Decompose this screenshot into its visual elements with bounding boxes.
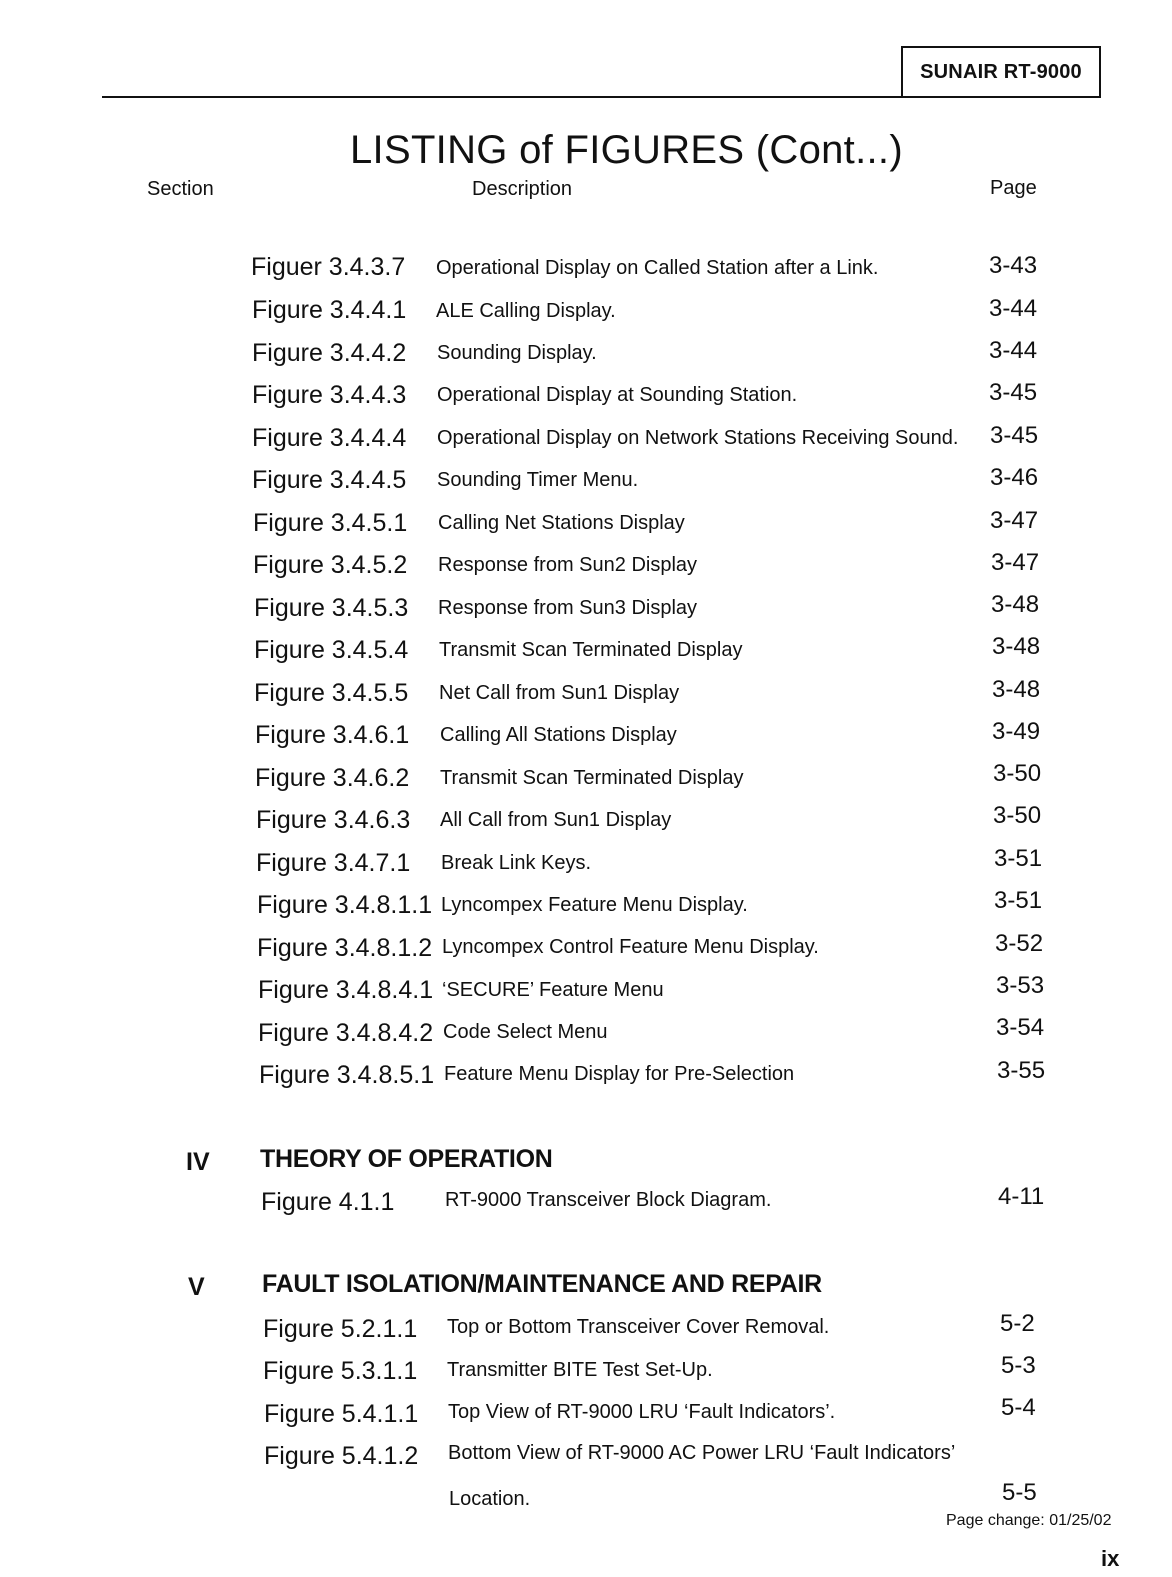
section-title: THEORY OF OPERATION [260, 1145, 553, 1173]
figure-description: All Call from Sun1 Display [440, 809, 672, 831]
figure-number: Figure 3.4.4.3 [252, 381, 407, 409]
figure-number: Figure 5.4.1.2 [264, 1442, 419, 1470]
figure-description: Operational Display on Network Stations Receiving Sound. [437, 427, 959, 449]
figure-page: 5-3 [1001, 1352, 1036, 1379]
figure-page: 3-53 [996, 972, 1045, 999]
section-number: V [188, 1273, 205, 1301]
figure-page: 3-55 [997, 1057, 1046, 1084]
figure-description: Response from Sun2 Display [438, 554, 698, 576]
figure-number: Figure 3.4.6.2 [255, 764, 410, 792]
figure-number: Figure 3.4.8.1.2 [257, 934, 433, 962]
figure-page: 3-50 [993, 760, 1042, 787]
figure-page: 3-45 [990, 422, 1039, 449]
figure-number: Figure 3.4.5.2 [253, 551, 408, 579]
section-title: FAULT ISOLATION/MAINTENANCE AND REPAIR [262, 1270, 822, 1298]
figure-page: 3-44 [989, 295, 1038, 322]
figure-description: Response from Sun3 Display [438, 597, 698, 619]
figure-page: 3-48 [992, 676, 1041, 703]
figure-description: Operational Display at Sounding Station. [437, 384, 798, 406]
figure-page: 5-5 [1002, 1479, 1037, 1506]
figure-number: Figure 5.3.1.1 [263, 1357, 418, 1385]
figure-number: Figure 3.4.8.4.1 [258, 976, 434, 1004]
page-change-date: Page change: 01/25/02 [946, 1512, 1112, 1529]
figure-description: Sounding Timer Menu. [437, 469, 639, 491]
figure-number: Figure 3.4.5.4 [254, 636, 409, 664]
figure-number: Figure 3.4.5.3 [254, 594, 409, 622]
figure-number: Figure 3.4.8.5.1 [259, 1061, 435, 1089]
figure-number: Figure 3.4.8.1.1 [257, 891, 433, 919]
figure-description: Net Call from Sun1 Display [439, 682, 680, 704]
figure-page: 5-2 [1000, 1310, 1035, 1337]
figure-number: Figure 4.1.1 [261, 1188, 395, 1216]
figure-page: 3-49 [992, 718, 1041, 745]
header-rule [102, 96, 902, 98]
figure-number: Figure 3.4.4.2 [252, 339, 407, 367]
figure-number: Figuer 3.4.3.7 [251, 253, 406, 281]
figure-number: Figure 3.4.4.5 [252, 466, 407, 494]
page-title: LISTING of FIGURES (Cont...) [350, 128, 903, 172]
figure-description: Top View of RT-9000 LRU ‘Fault Indicators’. [448, 1401, 836, 1423]
figure-description: Bottom View of RT-9000 AC Power LRU ‘Fault Indicators’ [448, 1442, 956, 1464]
figure-number: Figure 3.4.5.1 [253, 509, 408, 537]
figure-number: Figure 3.4.6.3 [256, 806, 411, 834]
figure-description: Transmit Scan Terminated Display [440, 767, 744, 789]
figure-description: Code Select Menu [443, 1021, 608, 1043]
figure-page: 3-52 [995, 930, 1044, 957]
figure-description: Feature Menu Display for Pre-Selection [444, 1063, 795, 1085]
figure-description: Calling Net Stations Display [438, 512, 685, 534]
section-number: IV [186, 1148, 210, 1176]
figure-description: RT-9000 Transceiver Block Diagram. [445, 1189, 772, 1211]
figure-description: ‘SECURE’ Feature Menu [442, 979, 664, 1001]
figure-description: Break Link Keys. [441, 852, 592, 874]
figure-page: 3-44 [989, 337, 1038, 364]
figure-description: Lyncompex Feature Menu Display. [441, 894, 748, 916]
figure-page: 3-47 [991, 549, 1040, 576]
figure-number: Figure 3.4.8.4.2 [258, 1019, 434, 1047]
figure-page: 3-48 [991, 591, 1040, 618]
figure-description: Sounding Display. [437, 342, 597, 364]
figure-page: 3-45 [989, 379, 1038, 406]
figure-page: 3-48 [992, 633, 1041, 660]
figure-page: 3-54 [996, 1014, 1045, 1041]
figure-page: 3-50 [993, 802, 1042, 829]
figure-page: 3-43 [989, 252, 1038, 279]
product-name: SUNAIR RT-9000 [920, 60, 1082, 83]
figure-number: Figure 3.4.4.1 [252, 296, 407, 324]
figure-number: Figure 5.4.1.1 [264, 1400, 419, 1428]
figure-description: Lyncompex Control Feature Menu Display. [442, 936, 819, 958]
figure-description: Transmit Scan Terminated Display [439, 639, 743, 661]
figure-number: Figure 5.2.1.1 [263, 1315, 418, 1343]
figure-number: Figure 3.4.7.1 [256, 849, 411, 877]
figure-description: Operational Display on Called Station after a Link. [436, 257, 879, 279]
figure-page: 3-47 [990, 507, 1039, 534]
column-header-section: Section [147, 178, 214, 200]
figure-description: Calling All Stations Display [440, 724, 677, 746]
figure-page: 5-4 [1001, 1394, 1036, 1421]
product-header-box [901, 46, 1101, 98]
figure-number: Figure 3.4.6.1 [255, 721, 410, 749]
figure-page: 3-46 [990, 464, 1039, 491]
column-header-page: Page [990, 177, 1037, 199]
figure-page: 3-51 [994, 887, 1043, 914]
figure-description-continued: Location. [449, 1488, 531, 1510]
figure-description: ALE Calling Display. [436, 300, 616, 322]
figure-description: Top or Bottom Transceiver Cover Removal. [447, 1316, 830, 1338]
figure-number: Figure 3.4.4.4 [252, 424, 407, 452]
figure-description: Transmitter BITE Test Set-Up. [447, 1359, 713, 1381]
figure-number: Figure 3.4.5.5 [254, 679, 409, 707]
figure-page: 3-51 [994, 845, 1043, 872]
figure-page: 4-11 [998, 1183, 1045, 1210]
column-header-description: Description [472, 178, 573, 200]
page-number: ix [1101, 1546, 1120, 1571]
